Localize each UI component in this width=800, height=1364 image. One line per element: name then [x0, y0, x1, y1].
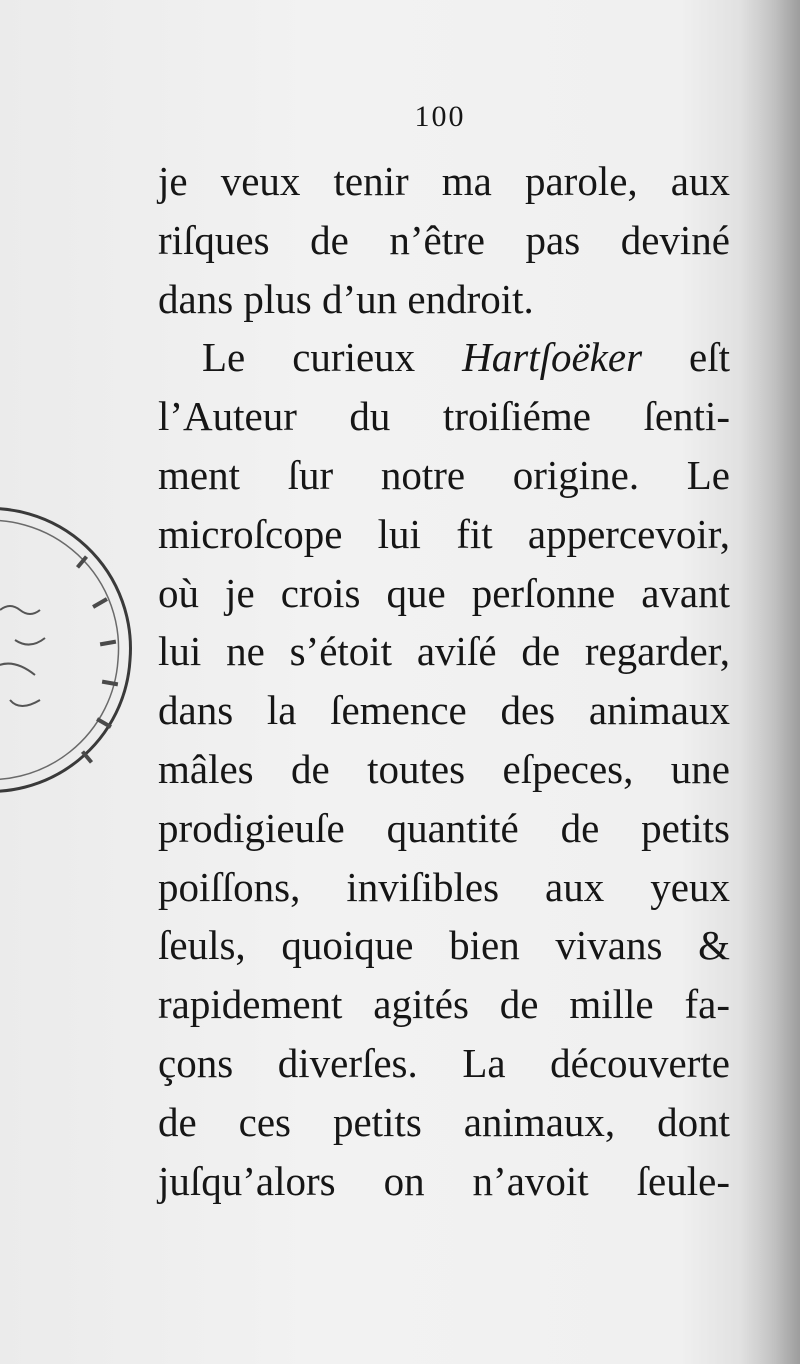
text-line: juſqu’alors on n’avoit ſeule-	[158, 1157, 730, 1204]
text-line: prodigieuſe quantité de petits	[158, 804, 730, 851]
body-text	[158, 152, 730, 1210]
page-edge-shadow	[740, 0, 800, 1364]
text-line: dans la ſemence des animaux	[158, 687, 730, 734]
text-line: l’Auteur du troiſiéme ſenti-	[158, 393, 730, 440]
text-line: dans plus d’un endroit.	[158, 275, 534, 322]
text-line: ſeuls, quoique bien vivans &	[158, 922, 730, 969]
text-line: microſcope lui fit appercevoir,	[158, 510, 730, 557]
text-line: ment ſur notre origine. Le	[158, 451, 730, 498]
text-line: où je crois que perſonne avant	[158, 569, 730, 616]
page-number: 100	[414, 100, 466, 133]
text-line-with-name	[158, 328, 730, 387]
text-line-end: eſt	[642, 334, 731, 381]
text-line: riſques de n’être pas deviné	[158, 216, 730, 263]
text-line: lui ne s’étoit aviſé de regarder,	[158, 628, 730, 675]
text-line: mâles de toutes eſpeces, une	[158, 745, 730, 792]
text-line: je veux tenir ma parole, aux	[158, 158, 730, 204]
library-stamp	[0, 500, 140, 800]
text-line-start: Le curieux	[202, 334, 463, 381]
author-name: Hartſoëker	[462, 334, 643, 381]
text-line: çons diverſes. La découverte	[158, 1039, 730, 1086]
text-line: rapidement agités de mille fa-	[158, 981, 730, 1028]
text-line: poiſſons, inviſibles aux yeux	[158, 863, 730, 910]
text-line: de ces petits animaux, dont	[158, 1098, 730, 1145]
